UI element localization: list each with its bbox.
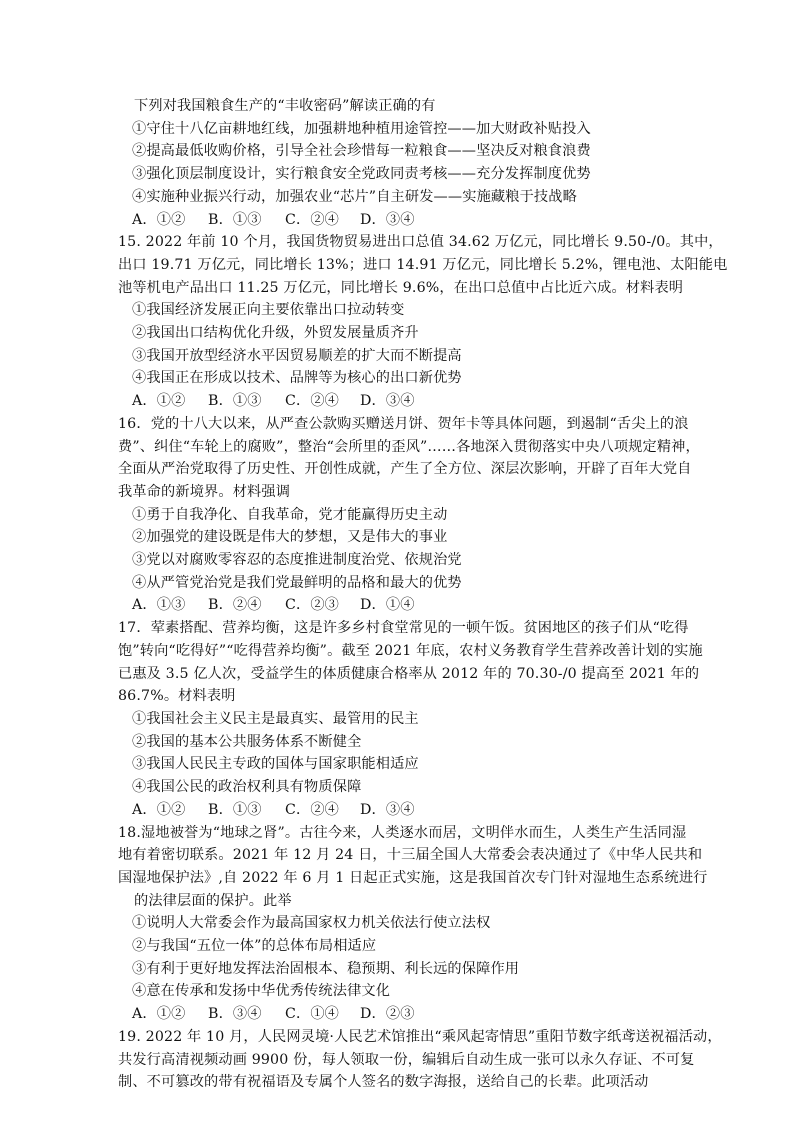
question-text: 16．党的十八大以来，从严查公款购买赠送月饼、贺年卡等具体问题，到遏制“舌尖上的浪 <box>118 415 689 432</box>
choice-item: ②与我国“五位一体”的总体布局相适应 <box>132 938 377 955</box>
question-text: 制、不可篡改的带有祝福语及专属个人签名的数字海报，送给自己的长辈。此项活动 <box>118 1074 649 1091</box>
question-text: 池等机电产品出口 11.25 万亿元，同比增长 9.6%，在出口总值中占比近六成。材料表明 <box>118 279 684 296</box>
option-c: C．②④ <box>285 393 340 410</box>
option-c: C．②④ <box>285 801 340 818</box>
question-text: 饱”转向“吃得好”“吃得营养均衡”。截至 2021 年底，农村义务教育学生营养改善计划的实施 <box>118 642 703 659</box>
option-c: C．②③ <box>285 597 340 614</box>
choice-item: ④意在传承和发扬中华优秀传统法律文化 <box>132 983 391 1000</box>
question-text: 已惠及 3.5 亿人次，受益学生的体质健康合格率从 2012 年的 70.30-/0 提高至 2021 年的 <box>118 665 700 682</box>
choice-item: ④从严管党治党是我们党最鲜明的品格和最大的优势 <box>132 574 462 591</box>
answer-options <box>118 209 678 232</box>
option-b: B．③④ <box>208 1006 262 1023</box>
question-text: 的法律层面的保护。此举 <box>134 892 292 909</box>
answer-options <box>118 799 678 822</box>
choice-item: ②提高最低收购价格，引导全社会珍惜每一粒粮食——坚决反对粮食浪费 <box>132 143 591 160</box>
question-text: 15. 2022 年前 10 个月，我国货物贸易进出口总值 34.62 万亿元，同比增长 9.50-/0。其中， <box>118 234 723 251</box>
option-a: A．①③ <box>132 597 186 614</box>
choice-item: ③我国开放型经济水平因贸易顺差的扩大而不断提高 <box>132 347 462 364</box>
choice-item: ③我国人民民主专政的国体与国家职能相适应 <box>132 756 419 773</box>
choice-item: ④实施种业振兴行动，加强农业“芯片”自主研发——实施藏粮于技战略 <box>132 188 577 205</box>
option-c: C．①④ <box>285 1006 340 1023</box>
question-17 <box>118 617 703 821</box>
option-b: B．①③ <box>208 801 262 818</box>
choice-item: ③强化顶层制度设计，实行粮食安全党政同责考核——充分发挥制度优势 <box>132 166 591 183</box>
choice-item: ②加强党的建设既是伟大的梦想，又是伟大的事业 <box>132 529 448 546</box>
choice-item: ①守住十八亿亩耕地红线，加强耕地种植用途管控——加大财政补贴投入 <box>132 120 591 137</box>
option-b: B．①③ <box>208 211 262 228</box>
choice-item: ①我国社会主义民主是最真实、最管用的民主 <box>132 710 419 727</box>
choice-item: ①我国经济发展正向主要依靠出口拉动转变 <box>132 302 405 319</box>
option-d: D．②③ <box>360 1006 415 1023</box>
choice-item: ①说明人大常委会作为最高国家权力机关依法行使立法权 <box>132 915 491 932</box>
option-d: D．③④ <box>360 211 415 228</box>
question-text: 我革命的新境界。材料强调 <box>118 483 291 500</box>
question-text: 国湿地保护法》,自 2022 年 6 月 1 日起正式实施，这是我国首次专门针对湿地生态系统进行 <box>118 869 708 886</box>
question-18 <box>118 822 708 1026</box>
choice-item: ①勇于自我净化、自我革命，党才能赢得历史主动 <box>132 506 448 523</box>
question-text: 出口 19.71 万亿元，同比增长 13%；进口 14.91 万亿元，同比增长 5.2%，锂电池、太阳能电 <box>118 256 728 273</box>
choice-item: ④我国正在形成以技术、品牌等为核心的出口新优势 <box>132 370 462 387</box>
option-d: D．③④ <box>360 801 415 818</box>
choice-item: ②我国出口结构优化升级，外贸发展量质齐升 <box>132 325 419 342</box>
question-16 <box>118 413 700 617</box>
question-text: 全面从严治党取得了历史性、开创性成就，产生了全方位、深层次影响，开辟了百年大党自 <box>118 461 692 478</box>
answer-options <box>118 1003 678 1026</box>
question-15 <box>118 231 728 413</box>
option-a: A．①② <box>132 393 186 410</box>
question-text: 86.7%。材料表明 <box>118 688 236 705</box>
option-a: A．①② <box>132 801 186 818</box>
choice-item: ③党以对腐败零容忍的态度推进制度治党、依规治党 <box>132 552 462 569</box>
exam-page <box>118 95 728 1094</box>
question-19 <box>118 1026 722 1094</box>
answer-options <box>118 594 678 617</box>
answer-options <box>118 390 678 413</box>
choice-item: ④我国公民的政治权利具有物质保障 <box>132 779 362 796</box>
question-text: 18.湿地被誉为“地球之肾”。古往今来，人类逐水而居，文明伴水而生，人类生产生活同湿 <box>118 824 687 841</box>
option-d: D．③④ <box>360 393 415 410</box>
option-a: A．①② <box>132 211 186 228</box>
choice-item: ③有利于更好地发挥法治固根本、稳预期、利长远的保障作用 <box>132 960 520 977</box>
question-text: 费”、纠住“车轮上的腐败”，整治“会所里的歪风”……各地深入贯彻落实中央八项规定精神， <box>118 438 700 455</box>
question-text: 地有着密切联系。2021 年 12 月 24 日，十三届全国人大常委会表决通过了《中华人民共和 <box>118 847 703 864</box>
option-b: B．②④ <box>208 597 262 614</box>
option-b: B．①③ <box>208 393 262 410</box>
question-14 <box>118 95 678 231</box>
question-text: 19. 2022 年 10 月，人民网灵境·人民艺术馆推出“乘风起寄情思”重阳节数字纸鸢送祝福活动， <box>118 1028 722 1045</box>
choice-item: ②我国的基本公共服务体系不断健全 <box>132 733 362 750</box>
option-d: D．①④ <box>360 597 415 614</box>
option-c: C．②④ <box>285 211 340 228</box>
question-text: 17．荤素搭配、营养均衡，这是许多乡村食堂常见的一顿午饭。贫困地区的孩子们从“吃得 <box>118 620 689 637</box>
question-stem: 下列对我国粮食生产的“丰收密码”解读正确的有 <box>134 98 436 114</box>
question-text: 共发行高清视频动画 9900 份，每人领取一份，编辑后自动生成一张可以永久存证、不可复 <box>118 1051 695 1068</box>
option-a: A．①② <box>132 1006 186 1023</box>
